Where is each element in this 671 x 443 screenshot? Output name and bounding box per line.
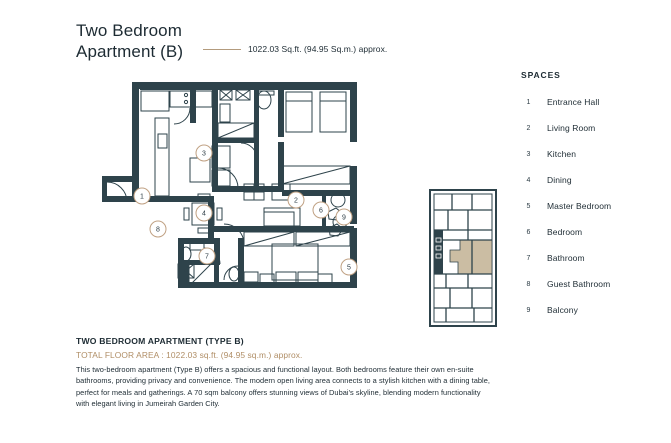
room-marker	[313, 202, 329, 218]
legend-badge: 6	[526, 228, 531, 236]
description-body: This two-bedroom apartment (Type B) offers a spacious and functional layout. Both bedrooms feature their own en-suite bathrooms, providing privacy and convenience. The modern open living area connects to a stylish kitchen with a dining table, perfect for meals and gatherings. A 70 sqm balcony offers stunning views of Dubai's skyline, blending modern functionality with elegant living in Jumeirah Garden City.	[76, 365, 491, 409]
legend-item-label: Bathroom	[547, 253, 585, 263]
legend-badge: 5	[526, 202, 531, 210]
legend-item-guest-bathroom[interactable]	[521, 271, 666, 297]
area-note-text: 1022.03 Sq.ft. (94.95 Sq.m.) approx.	[248, 44, 388, 54]
legend-panel	[521, 70, 666, 323]
title-line-1: Two Bedroom	[76, 21, 182, 40]
legend-title: SPACES	[521, 70, 561, 80]
legend-badge: 1	[526, 98, 531, 106]
svg-text:5: 5	[347, 264, 351, 272]
room-marker	[288, 192, 304, 208]
legend-item-master-bedroom[interactable]	[521, 193, 666, 219]
legend-badge: 2	[526, 124, 531, 132]
page-title	[76, 20, 183, 62]
title-line-2: Apartment (B)	[76, 42, 184, 61]
room-marker	[196, 205, 212, 221]
description-block	[76, 336, 496, 410]
legend-item-label: Living Room	[547, 123, 596, 133]
svg-text:6: 6	[319, 207, 323, 215]
key-plan-highlight	[450, 240, 492, 274]
svg-text:8: 8	[156, 226, 160, 234]
key-plan	[428, 188, 498, 328]
divider-rule	[203, 49, 241, 50]
legend-badge: 7	[526, 254, 531, 262]
legend-badge: 3	[526, 150, 531, 158]
room-marker	[196, 145, 212, 161]
svg-text:7: 7	[205, 253, 209, 261]
legend-item-label: Master Bedroom	[547, 201, 612, 211]
legend-item-dining[interactable]	[521, 167, 666, 193]
legend-badge: 4	[526, 176, 531, 184]
legend-item-entrance-hall[interactable]	[521, 89, 666, 115]
room-marker	[336, 209, 352, 225]
plan-room-markers	[134, 145, 357, 275]
svg-text:1: 1	[140, 193, 144, 201]
legend-item-living-room[interactable]	[521, 115, 666, 141]
svg-text:2: 2	[294, 197, 298, 205]
room-marker	[199, 248, 215, 264]
svg-text:4: 4	[202, 210, 206, 218]
legend-item-label: Balcony	[547, 305, 578, 315]
description-title: TWO BEDROOM APARTMENT (TYPE B)	[76, 336, 244, 346]
header-area-note	[203, 44, 387, 54]
legend-item-kitchen[interactable]	[521, 141, 666, 167]
room-marker	[341, 259, 357, 275]
key-plan-core	[434, 230, 443, 274]
svg-text:9: 9	[342, 214, 346, 222]
legend-badge: 8	[526, 280, 531, 288]
svg-text:3: 3	[202, 150, 206, 158]
legend-item-balcony[interactable]	[521, 297, 666, 323]
legend-item-label: Dining	[547, 175, 572, 185]
room-marker	[134, 188, 150, 204]
legend-item-label: Bedroom	[547, 227, 583, 237]
legend-item-label: Guest Bathroom	[547, 279, 611, 289]
description-total-area: TOTAL FLOOR AREA : 1022.03 sq.ft. (94.95 sq.m.) approx.	[76, 350, 303, 360]
legend-badge: 9	[526, 306, 531, 314]
floor-plan-drawing	[86, 78, 396, 323]
legend-item-bathroom[interactable]	[521, 245, 666, 271]
legend-item-label: Kitchen	[547, 149, 577, 159]
legend-item-label: Entrance Hall	[547, 97, 600, 107]
room-marker	[150, 221, 166, 237]
legend-item-bedroom[interactable]	[521, 219, 666, 245]
